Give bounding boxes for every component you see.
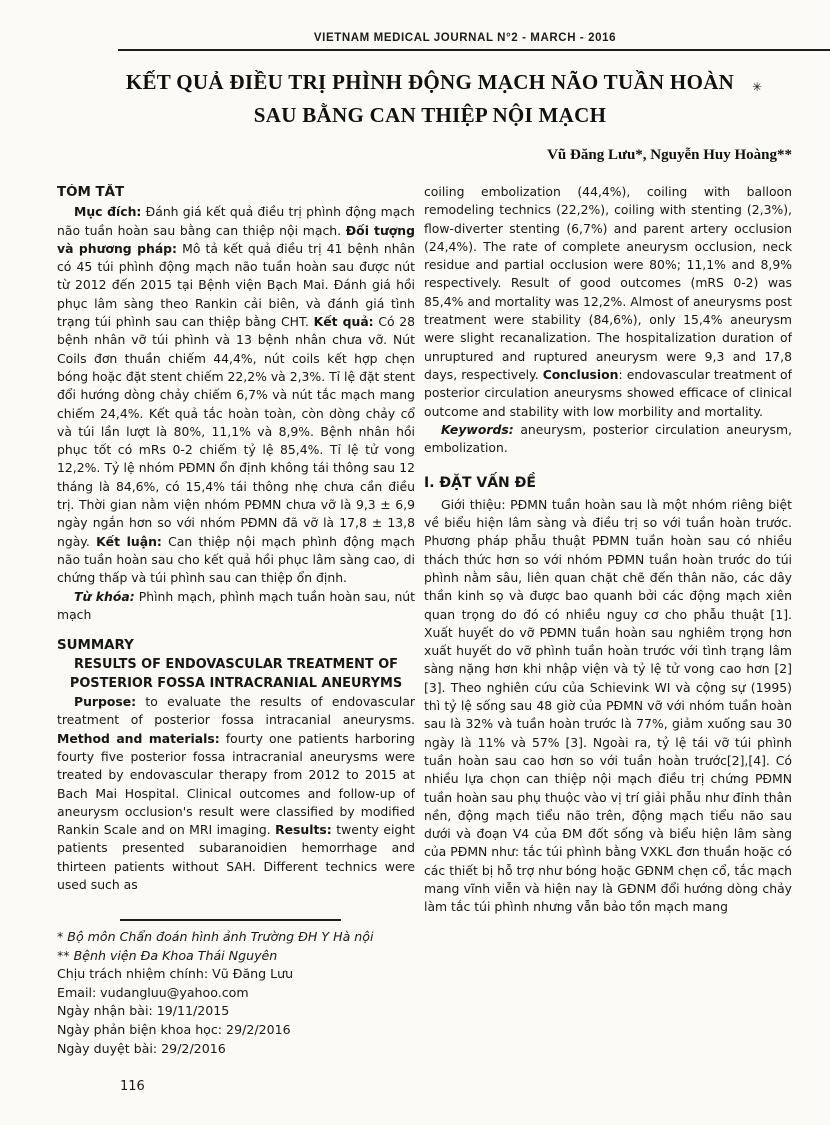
abstract-vi-heading: TÓM TẮT: [57, 185, 125, 200]
keywords-en-paragraph: Keywords: aneurysm, posterior circulation aneurysm, embolization.: [424, 421, 792, 456]
title-asterisk-mark: ✳: [752, 80, 763, 94]
summary-paragraph: Purpose: to evaluate the results of endovascular treatment of posterior fossa intracanial aneurysms. Method and materials: fourty one patients harboring fourty five posterior fossa intracranial aneurysms were treated by endovascular therapy from 2012 to 2015 at Bach Mai Hospital. Clinical outcomes and follow-up of aneurysm occlusion's result were classified by modified Rankin Scale and on MRI imaging. Results: twenty eight patients presented subaranoidien hemorrhage and thirteen patients without SAH. Different technics were used such as: [57, 694, 415, 892]
authors-line: Vũ Đăng Lưu*, Nguyễn Huy Hoàng**: [547, 147, 792, 163]
left-column: [57, 184, 415, 917]
introduction-paragraph: Giới thiệu: PĐMN tuần hoàn sau là một nhóm riêng biệt về biểu hiện lâm sàng và điều trị so với tuần hoàn trước. Phương pháp phẫu thuật PĐMN tuần hoàn sau có nhiều thách thức hơn so với nhóm PĐMN tuần hoàn trước do túi phình nằm sâu, liên quan chặt chẽ đến thân não, các dây thần kinh sọ và được bao quanh bởi các động mạch xiên quan trọng do đó có nhiều nguy cơ cho phẫu thuật [1]. Xuất huyết do vỡ PĐMN tuần hoàn sau nghiêm trọng hơn xuất huyết do vỡ phình tuần hoàn trước với tình trạng lâm sàng nặng hơn khi nhập viện và tỷ lệ tử vong cao hơn [2][3]. Theo nghiên cứu của Schievink WI và cộng sự (1995) thì tỷ lệ sống sau 48 giờ của PĐMN vỡ với nhóm tuần hoàn sau là 32% và tuần hoàn trước là 77%, giảm xuống sau 30 ngày là 11% và 57% [3]. Ngoài ra, tỷ lệ tái vỡ túi phình tuần hoàn sau cao hơn so với tuần hoàn trước[2],[4]. Có nhiều lựa chọn can thiệp nội mạch điều trị chứng PĐMN tuần hoàn sau phụ thuộc vào vị trí giải phẫu như đỉnh thân nền, động mạch tiểu não trên, động mạch tiểu não sau dưới và đoạn V4 của ĐM đốt sống và biểu hiện lâm sàng của PĐMN như: tắc túi phình bằng VXKL đơn thuần hoặc có các thiết bị hỗ trợ như bóng hoặc GĐNM chẹn cổ, tắc mạch mang vĩnh viễn và hiện nay là GĐNM đổi hướng dòng chảy làm tắc túi phình nhưng vẫn bảo tồn mạch mang: [424, 496, 792, 915]
footnote-accepted-date: Ngày duyệt bài: 29/2/2016: [57, 1040, 226, 1056]
header-rule: [118, 49, 830, 51]
footnote-affiliation-2: ** Bệnh viện Đa Khoa Thái Nguyên: [57, 947, 278, 963]
journal-header-line: VIETNAM MEDICAL JOURNAL N°2 - MARCH - 2016: [313, 32, 617, 44]
keywords-vi-paragraph: Từ khóa: Phình mạch, phình mạch tuần hoàn sau, nút mạch: [57, 588, 415, 622]
right-column: [424, 183, 792, 1095]
page-number: 116: [120, 1079, 145, 1094]
summary-paragraph-continued: coiling embolization (44,4%), coiling with balloon remodeling technics (22,2%), coiling with stenting (2,3%), flow-diverter stenting (6,7%) and parent artery occlusion (24,4%). The rate of complete aneurysm occlusion, neck residue and partial occlusion were 80%; 11,1% and 8,9% respectively. Result of good outcomes (mRS 0-2) was 85,4% and mortality was 12,2%. Almost of aneurysms post treatment were stability (84,6%), only 15,4% aneurysm were slight recanalization. The hospitalization duration of unruptured and ruptured aneurysm were 9,3 and 17,8 days, respectively. Conclusion: endovascular treatment of posterior circulation aneurysms showed efficace of clinical outcome and stability with low morbility and mortality.: [424, 184, 792, 419]
introduction-heading: I. ĐẶT VẤN ĐỀ: [424, 475, 536, 492]
footnote-received-date: Ngày nhận bài: 19/11/2015: [57, 1003, 230, 1019]
footnote-affiliation-1: * Bộ môn Chẩn đoán hình ảnh Trường ĐH Y Hà nội: [57, 929, 374, 944]
article-title-line1: KẾT QUẢ ĐIỀU TRỊ PHÌNH ĐỘNG MẠCH NÃO TUẦN HOÀN: [125, 70, 735, 94]
footnotes-block: [57, 928, 419, 1058]
abstract-vi-paragraph: Mục đích: Đánh giá kết quả điều trị phình động mạch não tuần hoàn sau bằng can thiệp nội mạch. Đối tượng và phương pháp: Mô tả kết quả điều trị 41 bệnh nhân có 45 túi phình động mạch não tuần hoàn sau được nút từ 2012 đến 2015 tại Bệnh viện Bạch Mai. Đánh giá hồi phục lâm sàng theo Rankin cải biên, và đánh giá tình trạng túi phình sau can thiệp bằng CHT. Kết quả: Có 28 bệnh nhân vỡ túi phình và 13 bệnh nhân chưa vỡ. Nút Coils đơn thuần chiếm 44,4%, nút coils kết hợp chẹn bóng hoặc đặt stent chiếm 22,2% và 2,3%. Tỉ lệ đặt stent đổi hướng dòng chảy chiếm 6,7% và nút tắc mạch mang chiếm 24,4%. Kết quả tắc hoàn toàn, còn dòng chảy cổ và túi lần lượt là 80%, 11,1% và 8,9%. Bệnh nhân hồi phục tốt có mRs 0-2 chiếm tỷ lệ 85,4%. Tỉ lệ tử vong 12,2%. Tỷ lệ nhóm PĐMN ổn định không tái thông sau 12 tháng là 84,6%, có 15,4% tái thông nhẹ chưa cần điều trị. Thời gian nằm viện nhóm PĐMN chưa vỡ là 9,3 ± 6,9 ngày ngắn hơn so với nhóm PĐMN đã vỡ là 17,8 ± 13,8 ngày. Kết luận: Can thiệp nội mạch phình động mạch não tuần hoàn sau cho kết quả hồi phục lâm sàng cao, di chứng thấp và túi phình sau can thiệp ổn định.: [57, 204, 415, 586]
article-title: [60, 66, 800, 132]
summary-heading: SUMMARY: [57, 638, 134, 654]
footnote-email: Email: vudangluu@yahoo.com: [57, 984, 249, 1000]
footnote-review-date: Ngày phản biện khoa học: 29/2/2016: [57, 1021, 291, 1037]
footnote-corresponding-author: Chịu trách nhiệm chính: Vũ Đăng Lưu: [57, 966, 294, 982]
footnote-rule: [120, 919, 341, 921]
summary-subheading: RESULTS OF ENDOVASCULAR TREATMENT OF POSTERIOR FOSSA INTRACRANIAL ANEURYMS: [69, 657, 403, 691]
article-title-line2: SAU BẰNG CAN THIỆP NỘI MẠCH: [253, 103, 607, 127]
